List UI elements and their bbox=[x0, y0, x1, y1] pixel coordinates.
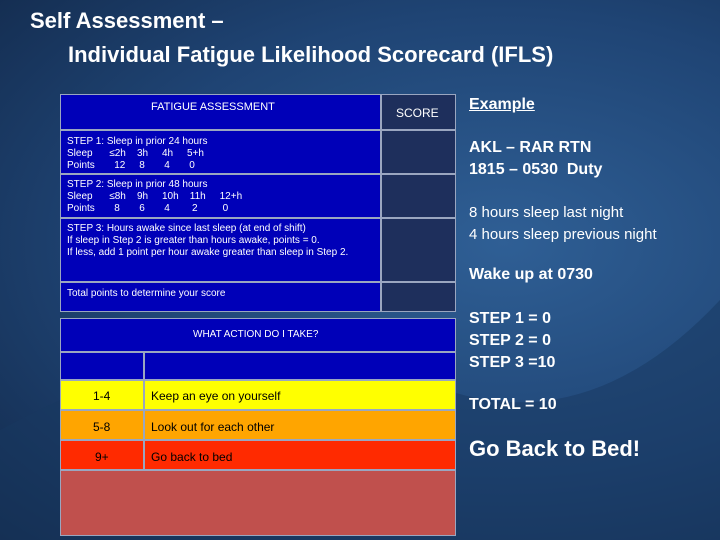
action-range-2 bbox=[60, 410, 144, 440]
example-total: TOTAL = 10 bbox=[469, 396, 557, 413]
action-header-cell bbox=[60, 318, 456, 352]
action-footer-block bbox=[60, 470, 456, 536]
title-line-1: Self Assessment – bbox=[30, 8, 224, 33]
action-text-3 bbox=[144, 440, 456, 470]
step2-score[interactable] bbox=[381, 174, 456, 218]
action-text-2 bbox=[144, 410, 456, 440]
step2-cell bbox=[60, 174, 381, 218]
action-range-1 bbox=[60, 380, 144, 410]
assessment-header: FATIGUE ASSESSMENT bbox=[151, 101, 275, 113]
action-range-2-label: 5-8 bbox=[93, 420, 111, 434]
action-text-1-label: Keep an eye on yourself bbox=[151, 389, 281, 403]
example-steps: STEP 1 = 0 STEP 2 = 0 STEP 3 =10 bbox=[469, 310, 556, 371]
step1-text: STEP 1: Sleep in prior 24 hours Sleep ≤2h 3h 4h 5+h Points 12 8 4 0 bbox=[67, 136, 208, 171]
example-wake: Wake up at 0730 bbox=[469, 266, 593, 283]
action-header: WHAT ACTION DO I TAKE? bbox=[193, 329, 319, 340]
step2-text: STEP 2: Sleep in prior 48 hours Sleep ≤8h 9h 10h 11h 12+h Points 8 6 4 2 0 bbox=[67, 179, 243, 214]
action-range-3 bbox=[60, 440, 144, 470]
total-score[interactable] bbox=[381, 282, 456, 312]
action-text-2-label: Look out for each other bbox=[151, 420, 275, 434]
action-blank-right bbox=[144, 352, 456, 380]
action-text-3-label: Go back to bed bbox=[151, 450, 233, 464]
assessment-header-cell bbox=[60, 94, 381, 130]
action-range-1-label: 1-4 bbox=[93, 389, 111, 403]
example-flight: AKL – RAR RTN 1815 – 0530 Duty bbox=[469, 139, 603, 178]
score-header: SCORE bbox=[396, 106, 439, 120]
action-range-3-label: 9+ bbox=[95, 450, 109, 464]
action-blank-left bbox=[60, 352, 144, 380]
step1-cell bbox=[60, 130, 381, 174]
step3-cell bbox=[60, 218, 381, 282]
action-text-1 bbox=[144, 380, 456, 410]
step1-score[interactable] bbox=[381, 130, 456, 174]
example-conclusion: Go Back to Bed! bbox=[469, 436, 641, 461]
total-label: Total points to determine your score bbox=[67, 288, 226, 299]
title-line-2: Individual Fatigue Likelihood Scorecard (IFLS) bbox=[68, 42, 554, 67]
example-heading: Example bbox=[469, 96, 535, 113]
score-header-cell bbox=[381, 94, 456, 130]
step3-text: STEP 3: Hours awake since last sleep (at end of shift) If sleep in Step 2 is greater than hours awake, points = 0. If less, add 1 point per hour awake greater than sleep in Step 2. bbox=[67, 223, 349, 258]
total-cell bbox=[60, 282, 381, 312]
step3-score[interactable] bbox=[381, 218, 456, 282]
example-sleep: 8 hours sleep last night 4 hours sleep previous night bbox=[469, 204, 657, 243]
